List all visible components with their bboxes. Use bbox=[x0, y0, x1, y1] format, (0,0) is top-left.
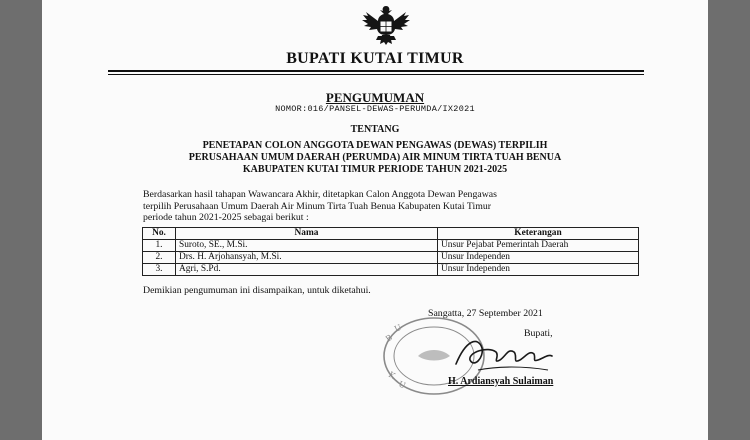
subject-line: KABUPATEN KUTAI TIMUR PERIODE TAHUN 2021-2025 bbox=[242, 164, 508, 175]
cell-name: Agri, S.Pd. bbox=[176, 264, 438, 276]
place-date: Sangatta, 27 September 2021 bbox=[428, 308, 543, 319]
announcement-number: NOMOR:016/PANSEL-DEWAS-PERUMDA/IX2021 bbox=[275, 104, 475, 114]
table-row bbox=[143, 240, 639, 252]
svg-text:U: U bbox=[393, 322, 403, 334]
cell-no: 2. bbox=[143, 252, 176, 264]
garuda-emblem-icon bbox=[358, 2, 414, 46]
nominee-table bbox=[142, 227, 639, 276]
letterhead-rule-thin bbox=[108, 74, 644, 75]
letterhead-rule-thick bbox=[108, 70, 644, 72]
subject-line: PENETAPAN COLON ANGGOTA DEWAN PENGAWAS (DEWAS) TERPILIH bbox=[202, 140, 548, 151]
svg-text:U: U bbox=[397, 379, 407, 391]
table-row bbox=[143, 264, 639, 276]
cell-note: Unsur Independen bbox=[438, 252, 639, 264]
cell-no: 3. bbox=[143, 264, 176, 276]
announcement-subject bbox=[0, 140, 750, 176]
cell-note: Unsur Independen bbox=[438, 264, 639, 276]
table-row bbox=[143, 252, 639, 264]
handwritten-signature-icon bbox=[448, 330, 558, 380]
organization-title: BUPATI KUTAI TIMUR bbox=[286, 50, 464, 67]
cell-name: Drs. H. Arjohansyah, M.Si. bbox=[176, 252, 438, 264]
svg-text:K: K bbox=[387, 369, 397, 381]
about-label: TENTANG bbox=[350, 124, 400, 135]
subject-line: PERUSAHAAN UMUM DAERAH (PERUMDA) AIR MINUM TIRTA TUAH BENUA bbox=[188, 152, 562, 163]
header-no: No. bbox=[143, 228, 176, 240]
body-paragraph bbox=[143, 189, 641, 224]
table-header-row bbox=[143, 228, 639, 240]
header-note: Keterangan bbox=[438, 228, 639, 240]
signer-title: Bupati, bbox=[524, 328, 553, 339]
announcement-heading: PENGUMUMAN bbox=[325, 90, 425, 105]
cell-note: Unsur Pejabat Pemerintah Daerah bbox=[438, 240, 639, 252]
svg-text:B: B bbox=[383, 332, 394, 344]
cell-name: Suroto, SE., M.Si. bbox=[176, 240, 438, 252]
body-line: periode tahun 2021-2025 sebagai berikut : bbox=[143, 212, 309, 223]
body-line: Berdasarkan hasil tahapan Wawancara Akhir, ditetapkan Calon Anggota Dewan Pengawas bbox=[143, 189, 497, 200]
signer-name: H. Ardiansyah Sulaiman bbox=[448, 376, 554, 387]
header-name: Nama bbox=[176, 228, 438, 240]
closing-text: Demikian pengumuman ini disampaikan, untuk diketahui. bbox=[143, 285, 371, 296]
body-line: terpilih Perusahaan Umum Daerah Air Minum Tirta Tuah Benua Kabupaten Kutai Timur bbox=[143, 200, 492, 212]
cell-no: 1. bbox=[143, 240, 176, 252]
